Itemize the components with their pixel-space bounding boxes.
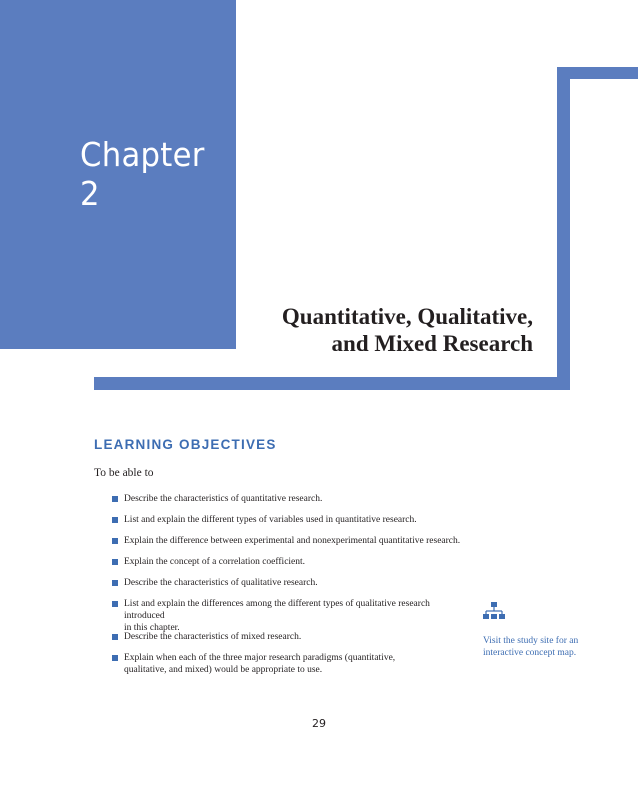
study-site-note-line-2: interactive concept map. — [483, 648, 577, 658]
objective-item — [112, 514, 472, 535]
study-site-note — [483, 635, 583, 659]
chapter-label: Chapter 2 — [80, 135, 205, 213]
objective-text: Describe the characteristics of quantitative research. — [124, 494, 323, 504]
page-number: 29 — [312, 717, 326, 730]
objective-text: Explain the difference between experimental and nonexperimental quantitative research. — [124, 536, 461, 546]
objective-item — [112, 556, 472, 577]
chapter-title-line-1: Quantitative, Qualitative, — [281, 304, 533, 329]
frame-bar-right — [557, 67, 570, 390]
square-bullet-icon — [112, 634, 118, 640]
learning-objectives-intro: To be able to — [94, 467, 154, 479]
chapter-color-block — [0, 0, 236, 349]
objective-text-continued: in this chapter. — [124, 623, 180, 633]
square-bullet-icon — [112, 580, 118, 586]
objective-text: Explain the concept of a correlation coefficient. — [124, 557, 306, 567]
objectives-list — [112, 493, 472, 685]
study-site-note-line-1: Visit the study site for an — [483, 636, 579, 646]
square-bullet-icon — [112, 496, 118, 502]
concept-map-icon — [483, 602, 505, 622]
chapter-title — [233, 303, 533, 357]
learning-objectives-heading: LEARNING OBJECTIVES — [94, 437, 277, 452]
objective-text: List and explain the different types of variables used in quantitative research. — [124, 515, 417, 525]
square-bullet-icon — [112, 559, 118, 565]
objective-item — [112, 493, 472, 514]
objective-item — [112, 535, 472, 556]
chapter-title-line-2: and Mixed Research — [331, 331, 533, 356]
square-bullet-icon — [112, 655, 118, 661]
objective-text: List and explain the differences among the different types of qualitative research introduced — [124, 599, 430, 621]
square-bullet-icon — [112, 538, 118, 544]
objective-text: Describe the characteristics of mixed research. — [124, 632, 302, 642]
objective-item — [112, 652, 472, 685]
objective-item — [112, 631, 472, 652]
objective-text: Describe the characteristics of qualitative research. — [124, 578, 318, 588]
objective-text-continued: qualitative, and mixed) would be appropriate to use. — [124, 665, 323, 675]
square-bullet-icon — [112, 601, 118, 607]
objective-text: Explain when each of the three major research paradigms (quantitative, — [124, 653, 396, 663]
square-bullet-icon — [112, 517, 118, 523]
frame-bar-bottom — [94, 377, 570, 390]
objective-item — [112, 577, 472, 598]
objective-item — [112, 598, 472, 631]
